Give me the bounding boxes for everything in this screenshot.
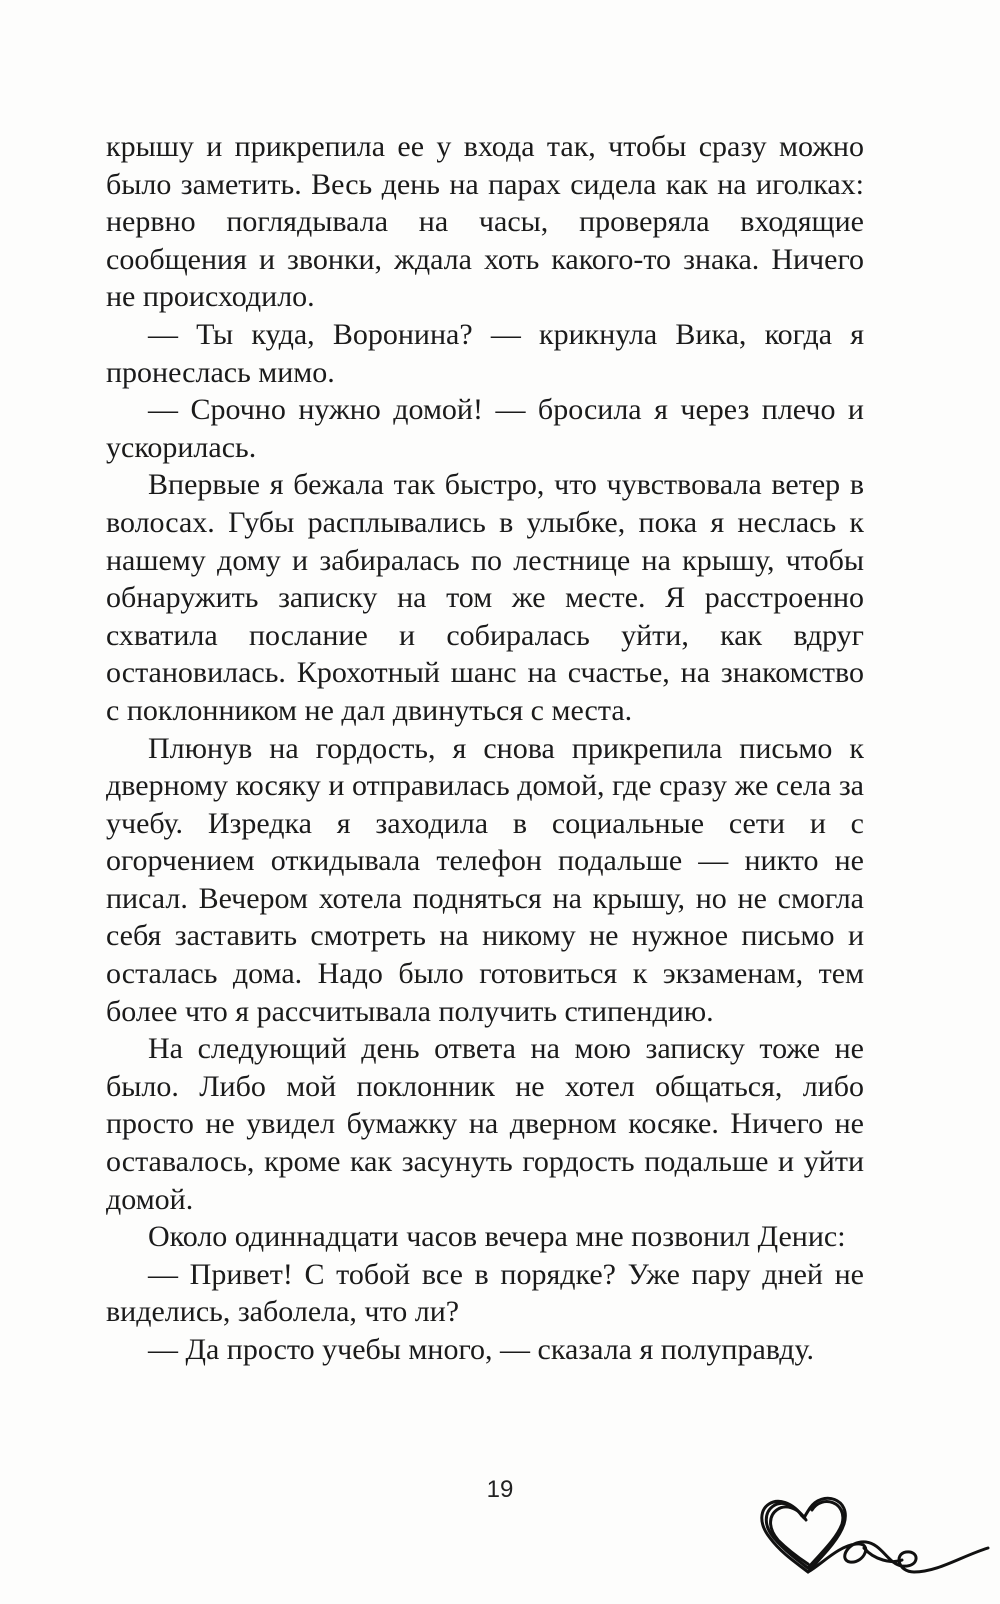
dialogue-answer: — Да просто учебы много, — сказала я полуправду. — [148, 1333, 814, 1366]
paragraph-running: Впервые я бежала так быстро, что чувствовала ветер в волосах. Губы расплывались в улыбке, пока я неслась к нашему дому и забиралась по лестнице на крышу, чтобы обнаружить записку на том же месте. Я расстроенно схватила послание и собиралась уйти, как вдруг остановилась. Крохотный шанс на счастье, на знакомство с поклонником не дал двинуться с места. — [106, 468, 864, 727]
body-text — [106, 128, 864, 1369]
page-number: 19 — [486, 1476, 514, 1503]
paragraph-letter: Плюнув на гордость, я снова прикрепила письмо к дверному косяку и отправилась домой, где сразу же села за учебу. Изредка я заходила в социальные сети и с огорчением откидывала телефон подальше — никто не писал. Вечером хотела подняться на крышу, но не смогла себя заставить смотреть на никому не нужное письмо и осталась дома. Надо было готовиться к экзаменам, тем более что я рассчитывала получить стипендию. — [106, 731, 864, 1028]
dialogue-denis: — Привет! С тобой все в порядке? Уже пару дней не виделись, заболела, что ли? — [106, 1257, 864, 1329]
paragraph-next-day: На следующий день ответа на мою записку тоже не было. Либо мой поклонник не хотел общаться, либо просто не увидел бумажку на дверном косяке. Ничего не оставалось, кроме как засунуть гордость подальше и уйти домой. — [106, 1032, 864, 1216]
dialogue-vika: — Ты куда, Воронина? — крикнула Вика, когда я пронеслась мимо. — [106, 317, 864, 389]
heart-flourish-icon — [752, 1468, 992, 1596]
dialogue-reply: — Срочно нужно домой! — бросила я через плечо и ускорилась. — [106, 393, 864, 464]
paragraph-continuation: крышу и прикрепила ее у входа так, чтобы сразу можно было заметить. Весь день на парах сидела как на иголках: нервно поглядывала на часы, проверяла входящие сообщения и звонки, ждала хоть какого-то знака. Ничего не происходило. — [106, 130, 864, 314]
paragraph-denis-call: Около одиннадцати часов вечера мне позвонил Денис: — [148, 1220, 846, 1254]
